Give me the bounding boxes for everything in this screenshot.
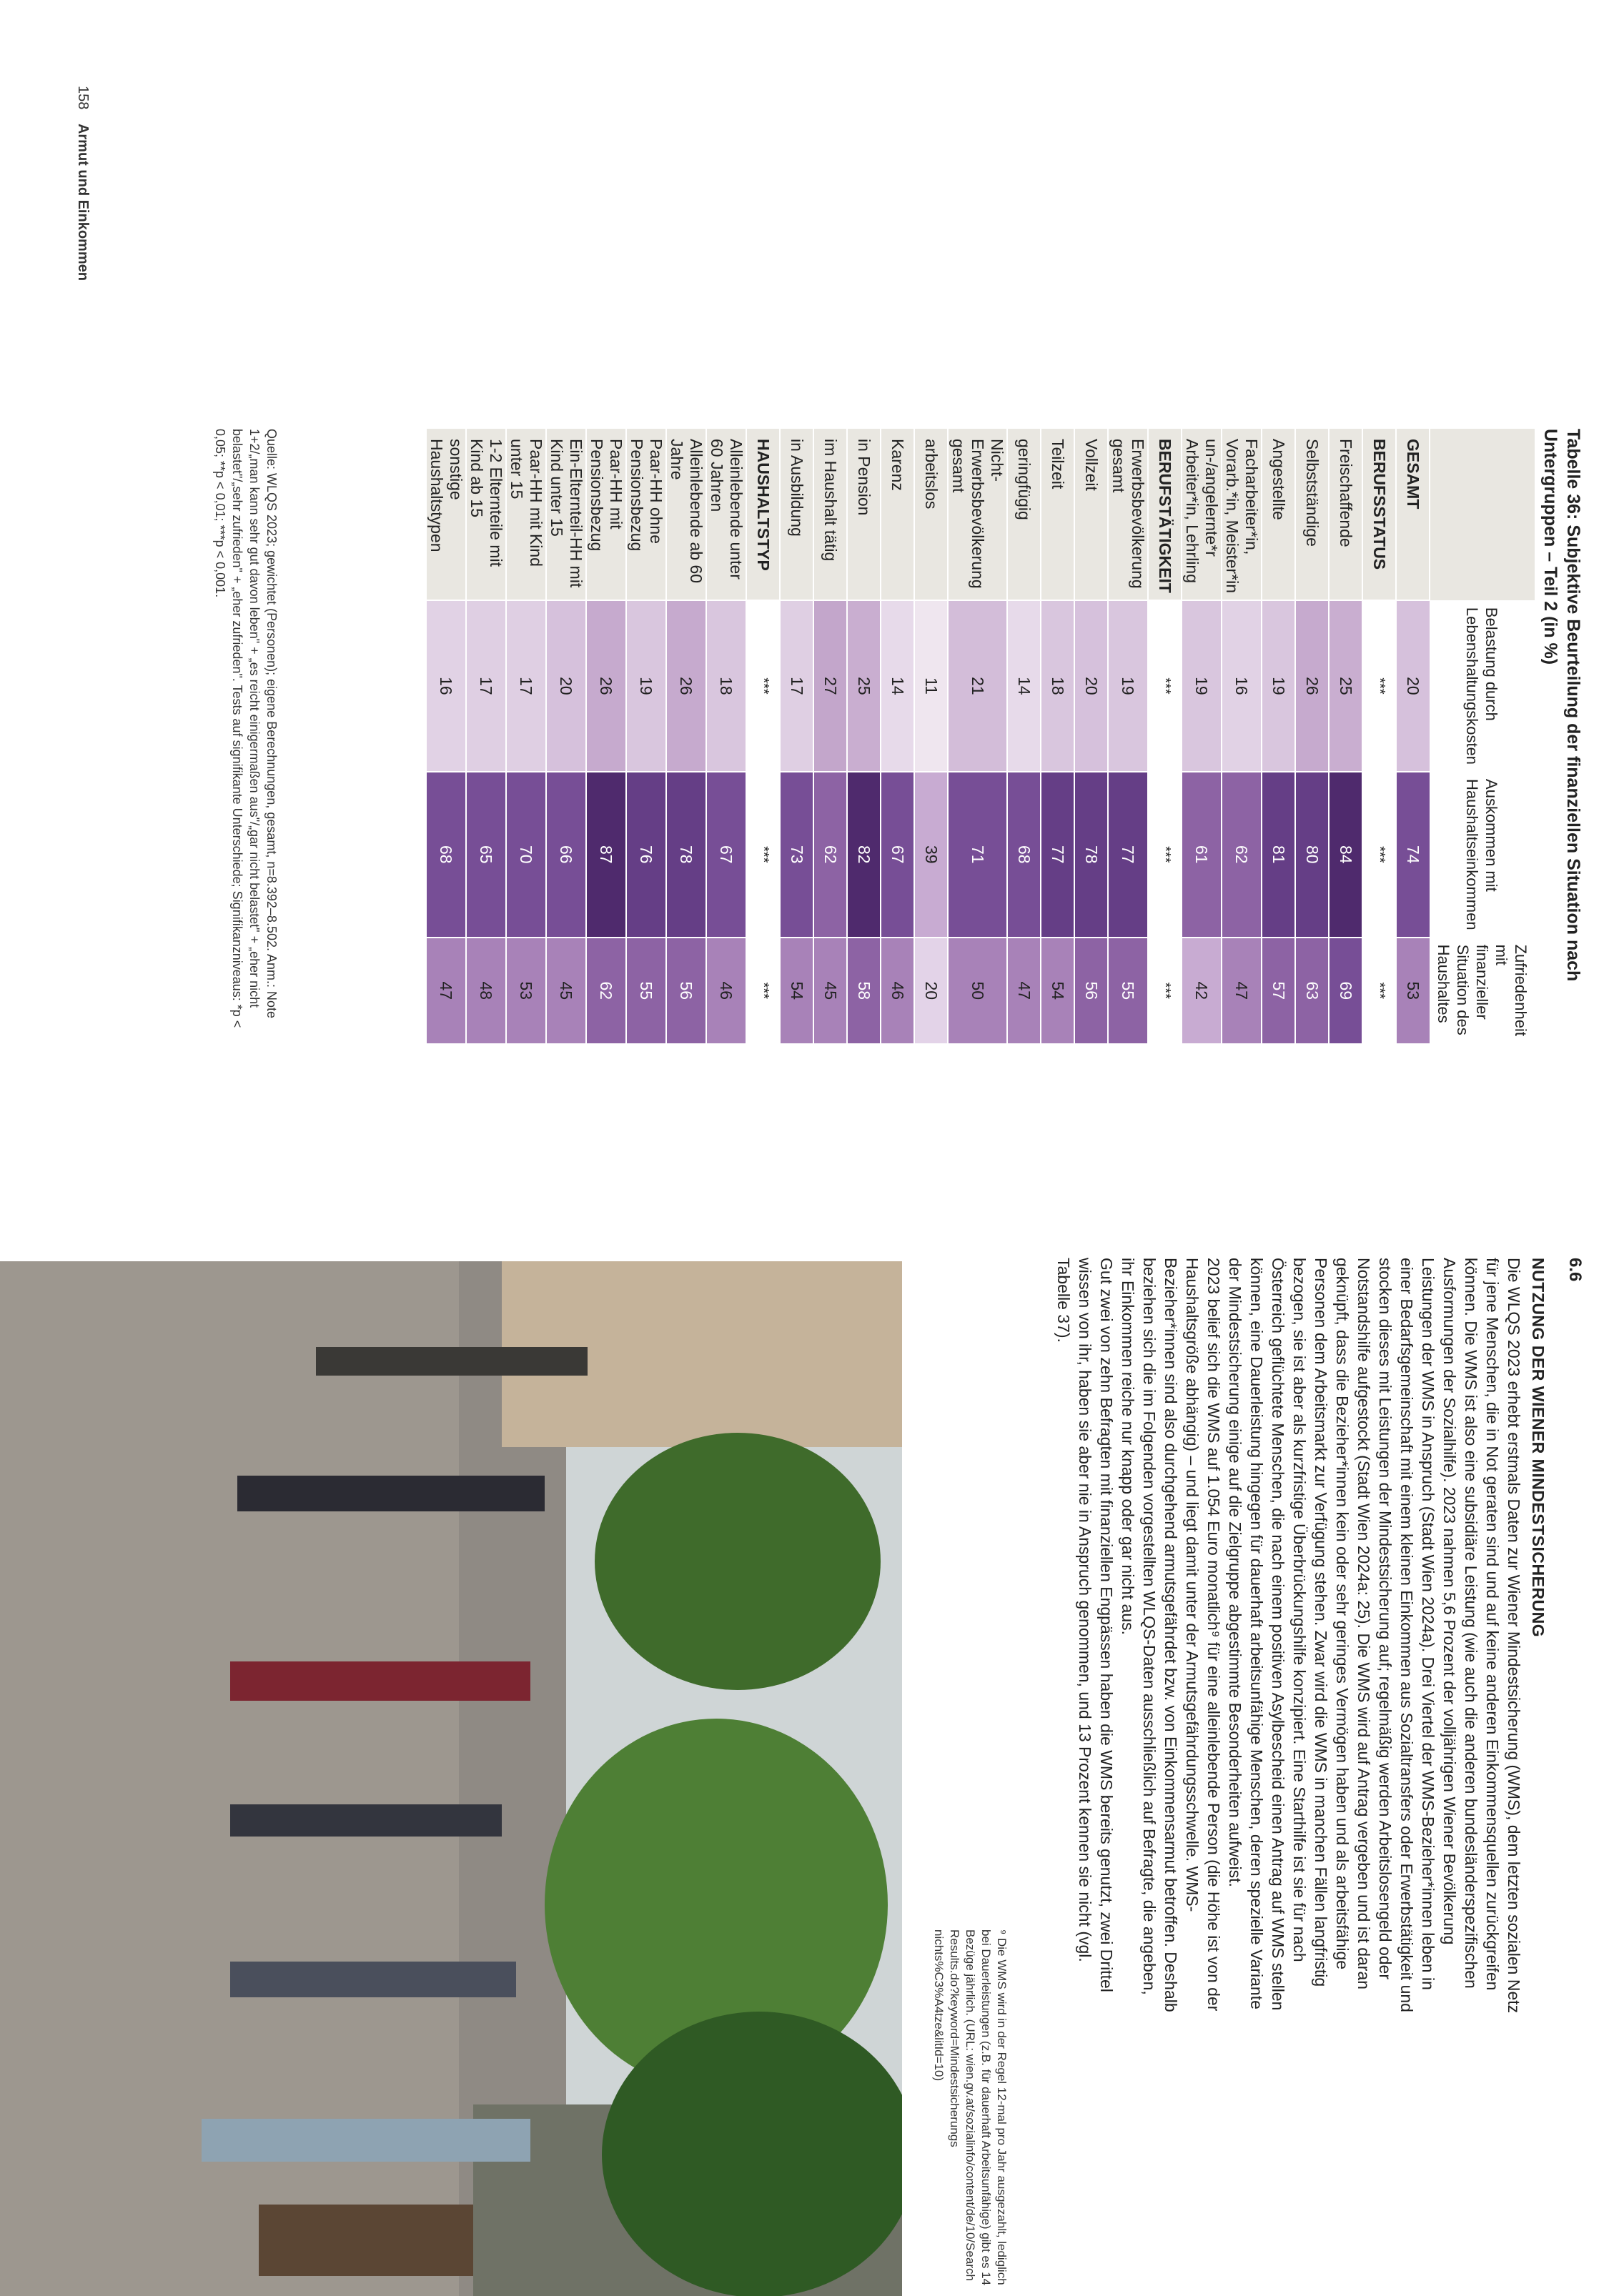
row-label: Ein-Elternteil-HH mit Kind unter 15	[546, 429, 586, 600]
table-cell: 78	[666, 772, 706, 938]
table-cell: 61	[1182, 772, 1222, 938]
paragraph-2: 2023 belief sich die WMS auf 1.054 Euro monatlich⁹ für eine alleinlebende Person (die Höhe ist von der Haushaltsgröße abhängig) – und liegt damit unter der Armutsgefährdungsschwelle. WMS-Bezieher*innen sind also durchgehend armutsgefährdet bzw. von Einkommensarmut betroffen. Deshalb beziehen sich die im Folgenden vorgestellten WLQS-Daten ausschließlich auf Befragte, die angeben, ihr Einkommen reiche nur knapp oder gar nicht aus.	[1119, 1258, 1223, 2012]
table-cell: 78	[1074, 772, 1108, 938]
table-cell: 68	[1007, 772, 1041, 938]
table-cell: 53	[1396, 938, 1430, 1043]
table-cell: 46	[881, 938, 914, 1043]
table-title: Tabelle 36: Subjektive Beurteilung der finanziellen Situation nach Untergruppen – Teil 2 (in %)	[1540, 429, 1583, 982]
table-row	[1362, 429, 1396, 1043]
table-cell: 16	[426, 600, 466, 772]
photo-person	[237, 1476, 545, 1511]
row-label: Erwerbsbevölkerung gesamt	[1108, 429, 1148, 600]
table-cell: 66	[546, 772, 586, 938]
table-cell: 20	[1074, 600, 1108, 772]
row-label: im Haushalt tätig	[813, 429, 847, 600]
footnote: ⁹ Die WMS wird in der Regel 12-mal pro Jahr ausgezahlt, lediglich bei Dauerleistungen (z.B. für dauerhaft Arbeitsunfähige) gibt es 14 Bezüge jährlich. (URL: wien.gv.at/sozialinfo/content/de/10/Search Results.do?keyword=Mindestsicherungs nichts%C3%A4tze&litId=10)	[932, 1929, 1009, 2286]
table-cell: 47	[1222, 938, 1262, 1043]
table-cell: 47	[1007, 938, 1041, 1043]
table-row	[1074, 429, 1108, 1043]
row-label: Teilzeit	[1041, 429, 1074, 600]
row-label: Nicht-Erwerbsbevölkerung gesamt	[948, 429, 1007, 600]
table-cell: 67	[881, 772, 914, 938]
table-cell: ***	[1148, 938, 1182, 1043]
row-label: GESAMT	[1396, 429, 1430, 600]
table-cell: 47	[426, 938, 466, 1043]
table-row	[881, 429, 914, 1043]
table-cell: 62	[1222, 772, 1262, 938]
table-cell: 74	[1396, 772, 1430, 938]
table-cell: ***	[1148, 600, 1182, 772]
row-label: Selbstständige	[1295, 429, 1329, 600]
table-row	[1329, 429, 1362, 1043]
row-label: un-/angelernte*r Arbeiter*in, Lehrling	[1182, 429, 1222, 600]
row-label: BERUFSTÄTIGKEIT	[1148, 429, 1182, 600]
table-cell: 17	[780, 600, 813, 772]
row-label: geringfügig	[1007, 429, 1041, 600]
table-corner	[1430, 429, 1535, 600]
table-cell: ***	[1362, 772, 1396, 938]
row-label: in Pension	[847, 429, 881, 600]
table-cell: 81	[1262, 772, 1295, 938]
table-cell: 17	[466, 600, 506, 772]
table-cell: 26	[666, 600, 706, 772]
table-cell: ***	[1362, 600, 1396, 772]
table-row	[586, 429, 626, 1043]
section-number: 6.6	[1565, 1258, 1585, 1282]
table-cell: ***	[746, 938, 780, 1043]
table-row	[1041, 429, 1074, 1043]
paragraph-1: Die WLQS 2023 erhebt erstmals Daten zur Wiener Mindestsicherung (WMS), dem letzten sozialen Netz für jene Menschen, die in Not geraten sind und auf keine anderen Einkommensquellen zurückgreifen können. Die WMS ist also eine subsidiäre Leistung (wie auch die anderen bundesländerspezifischen Ausformungen der Sozialhilfe). 2023 nahmen 5,6 Prozent der volljährigen Wiener Bevölkerung Leistungen der WMS in Anspruch (Stadt Wien 2024a). Drei Viertel der WMS-Bezieher*innen leben in einer Bedarfsgemeinschaft mit einem kleinen Einkommen aus Sozialtransfers oder Erwerbstätigkeit und stocken dieses mit Leistungen der Mindestsicherung auf; regelmäßig werden Arbeitslosengeld oder Notstandshilfe aufgestockt (Stadt Wien 2024a: 25). Die WMS wird auf Antrag vergeben und ist daran geknüpft, dass die Bezieher*innen kein oder sehr geringes Vermögen haben und als arbeitsfähige Personen dem Arbeitsmarkt zur Verfügung stehen. Zwar wird die WMS in manchen Fällen langfristig bezogen, sie ist aber als kurzfristige Überbrückungshilfe konzipiert. Eine Starthilfe ist sie für nach Österreich geflüchtete Menschen, die nach einem positiven Asylbescheid einen Antrag auf WMS stellen können, eine Dauerleistung hingegen für dauerhaft arbeitsunfähige Menschen, deren spezielle Variante der Mindestsicherung einige auf die Zielgruppe abgestimmte Besonderheiten aufweist.	[1226, 1258, 1523, 2014]
column-header: Zufriedenheit mit finanzieller Situation des Haushaltes	[1430, 938, 1535, 1043]
table-cell: 50	[948, 938, 1007, 1043]
column-header: Auskommen mit Haushaltseinkommen	[1430, 772, 1535, 938]
table-cell: 76	[626, 772, 666, 938]
table-body	[426, 429, 1430, 1043]
table-row	[506, 429, 546, 1043]
row-label: Alleinlebende unter 60 Jahren	[706, 429, 746, 600]
table-row	[948, 429, 1007, 1043]
table-row	[1262, 429, 1295, 1043]
table-row	[1182, 429, 1222, 1043]
table-cell: 20	[546, 600, 586, 772]
table-row	[746, 429, 780, 1043]
table-row	[1222, 429, 1262, 1043]
table-cell: 54	[1041, 938, 1074, 1043]
table-row	[626, 429, 666, 1043]
table-row	[780, 429, 813, 1043]
row-label: Angestellte	[1262, 429, 1295, 600]
table-cell: 55	[1108, 938, 1148, 1043]
table-row	[706, 429, 746, 1043]
table-cell: 17	[506, 600, 546, 772]
table-cell: 87	[586, 772, 626, 938]
table-row	[847, 429, 881, 1043]
table-row	[426, 429, 466, 1043]
table-cell: 73	[780, 772, 813, 938]
row-label: Paar-HH mit Kind unter 15	[506, 429, 546, 600]
photo-person	[230, 1962, 516, 1997]
table-cell: 57	[1262, 938, 1295, 1043]
table-cell: 19	[1262, 600, 1295, 772]
table-cell: 58	[847, 938, 881, 1043]
row-label: HAUSHALTSTYP	[746, 429, 780, 600]
table-cell: 11	[914, 600, 948, 772]
table-row	[666, 429, 706, 1043]
data-table	[425, 429, 1535, 1043]
column-header: Belastung durch Lebenshaltungskosten	[1430, 600, 1535, 772]
table-cell: 55	[626, 938, 666, 1043]
row-label: Paar-HH mit Pensionsbezug	[586, 429, 626, 600]
table-cell: 68	[426, 772, 466, 938]
row-label: Freischaffende	[1329, 429, 1362, 600]
table-cell: 19	[626, 600, 666, 772]
row-label: sonstige Haushaltstypen	[426, 429, 466, 600]
row-label: in Ausbildung	[780, 429, 813, 600]
section-heading: NUTZUNG DER WIENER MINDESTSICHERUNG	[1529, 1258, 1548, 1638]
table-row	[466, 429, 506, 1043]
table-cell: ***	[746, 772, 780, 938]
table-cell: 14	[1007, 600, 1041, 772]
table-cell: 63	[1295, 938, 1329, 1043]
table-cell: 56	[666, 938, 706, 1043]
table-cell: 82	[847, 772, 881, 938]
table-cell: 14	[881, 600, 914, 772]
table-source-note: Quelle: WLQS 2023; gewichtet (Personen); eigene Berechnungen, gesamt, n=8.392–8.502. Anm.: Note 1+2/„man kann sehr gut davon leben" + „es reicht einigermaßen aus"/„gar nicht belastet" + „eher nicht belastet"/„sehr zufrieden" + „eher zufrieden". Tests auf signifikante Unterschiede; Signifikanzniveaus: *p < 0,05; **p < 0,01; ***p < 0,001.	[213, 429, 279, 1028]
row-label: Alleinlebende ab 60 Jahre	[666, 429, 706, 600]
table-cell: 18	[1041, 600, 1074, 772]
table-cell: ***	[1362, 938, 1396, 1043]
table-cell: 62	[813, 772, 847, 938]
table-cell: 27	[813, 600, 847, 772]
table-row	[914, 429, 948, 1043]
table-cell: 77	[1108, 772, 1148, 938]
table-cell: 80	[1295, 772, 1329, 938]
paragraph-3: Gut zwei von zehn Befragten mit finanziellen Engpässen haben die WMS bereits genutzt, zwei Drittel wissen von ihr, haben sie aber nie in Anspruch genommen, und 13 Prozent kennen sie nicht (vgl. Tabelle 37).	[1054, 1258, 1116, 1992]
table-cell: 56	[1074, 938, 1108, 1043]
table-cell: 77	[1041, 772, 1074, 938]
table-row	[1295, 429, 1329, 1043]
street-photo	[0, 1261, 902, 2296]
page-number: 158	[75, 86, 91, 110]
table-cell: 20	[914, 938, 948, 1043]
table-row	[1148, 429, 1182, 1043]
row-label: Paar-HH ohne Pensionsbezug	[626, 429, 666, 600]
photo-umbrella	[202, 2119, 530, 2162]
table-cell: 42	[1182, 938, 1222, 1043]
table-cell: 69	[1329, 938, 1362, 1043]
table-cell: 25	[847, 600, 881, 772]
table-cell: 18	[706, 600, 746, 772]
table-cell: 16	[1222, 600, 1262, 772]
table-cell: 70	[506, 772, 546, 938]
page-header	[74, 86, 91, 281]
table-cell: 53	[506, 938, 546, 1043]
table-cell: 45	[546, 938, 586, 1043]
table-cell: ***	[1148, 772, 1182, 938]
text-column	[1053, 1258, 1549, 2015]
row-label: arbeitslos	[914, 429, 948, 600]
table-cell: 25	[1329, 600, 1362, 772]
table-cell: 19	[1108, 600, 1148, 772]
table-cell: 84	[1329, 772, 1362, 938]
table-row	[813, 429, 847, 1043]
table-cell: 20	[1396, 600, 1430, 772]
row-label: Vollzeit	[1074, 429, 1108, 600]
table-cell: 62	[586, 938, 626, 1043]
photo-person	[316, 1347, 588, 1376]
table-cell: 65	[466, 772, 506, 938]
row-label: Facharbeiter*in, Vorarb.*in, Meister*in	[1222, 429, 1262, 600]
table-cell: 26	[1295, 600, 1329, 772]
table-row	[546, 429, 586, 1043]
photo-bench	[259, 2205, 473, 2276]
table-cell: 26	[586, 600, 626, 772]
photo-person	[230, 1804, 502, 1837]
table-cell: 46	[706, 938, 746, 1043]
row-label: 1-2 Elternteile mit Kind ab 15	[466, 429, 506, 600]
table-cell: 45	[813, 938, 847, 1043]
table-cell: 67	[706, 772, 746, 938]
table-row	[1108, 429, 1148, 1043]
table-cell: 54	[780, 938, 813, 1043]
photo-person	[230, 1661, 530, 1701]
table-cell: 39	[914, 772, 948, 938]
table-cell: 21	[948, 600, 1007, 772]
row-label: Karenz	[881, 429, 914, 600]
photo-tree	[595, 1433, 881, 1690]
table-row	[1007, 429, 1041, 1043]
chapter-title: Armut und Einkommen	[75, 123, 91, 281]
table-cell: 19	[1182, 600, 1222, 772]
table-cell: 71	[948, 772, 1007, 938]
table-cell: 48	[466, 938, 506, 1043]
table-row	[1396, 429, 1430, 1043]
row-label: BERUFSSTATUS	[1362, 429, 1396, 600]
table-cell: ***	[746, 600, 780, 772]
